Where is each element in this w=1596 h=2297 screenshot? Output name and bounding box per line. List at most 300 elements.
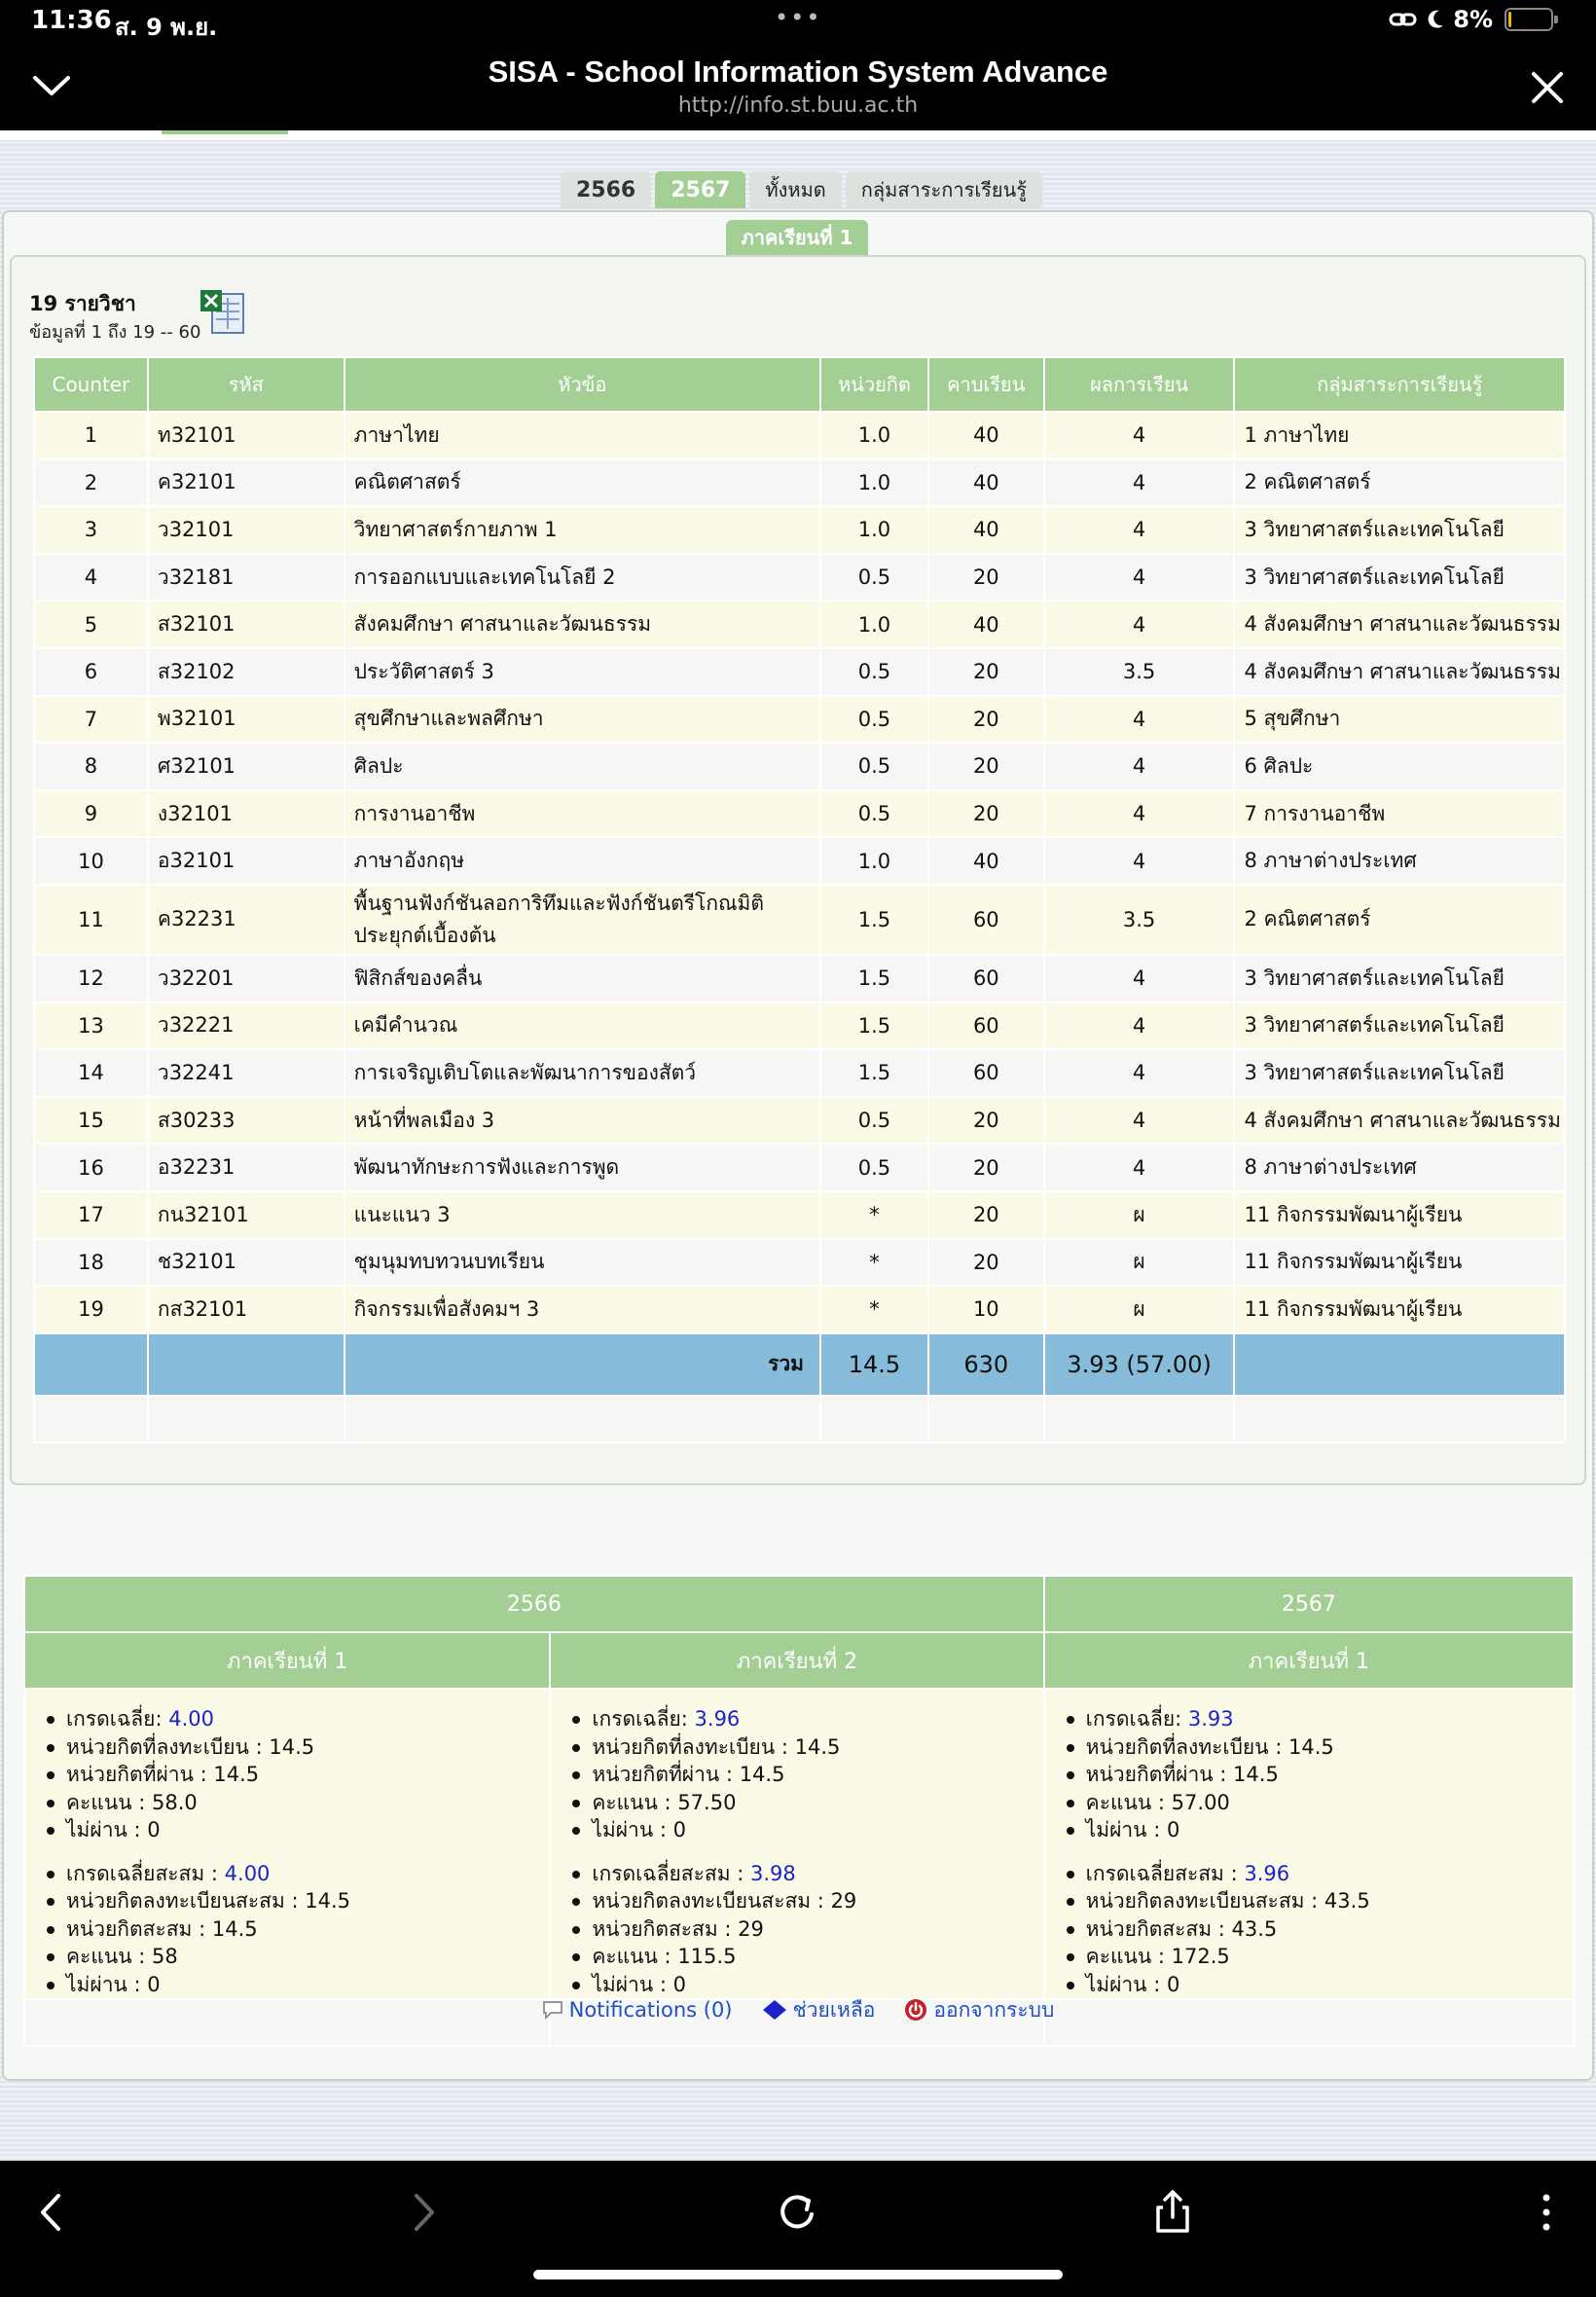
stat-value: 14.5 xyxy=(739,1763,785,1786)
cell-counter: 6 xyxy=(34,648,148,696)
list-item xyxy=(45,1705,549,1733)
power-icon xyxy=(904,1998,927,2022)
grade-summary-table xyxy=(23,1575,1575,2047)
stat-label: เกรดเฉลี่ยสะสม : xyxy=(592,1861,750,1885)
cell-credits: 1.0 xyxy=(820,506,928,554)
table-row xyxy=(34,1003,1565,1050)
cell-grade: 4 xyxy=(1044,1144,1235,1191)
cell-code: กน32101 xyxy=(148,1191,345,1239)
cell-subject: ภาษาอังกฤษ xyxy=(345,837,820,885)
table-row xyxy=(34,743,1565,790)
cell-grade: 4 xyxy=(1044,1003,1235,1050)
summary-year-2566: 2566 xyxy=(24,1576,1044,1632)
stat-value: 3.98 xyxy=(749,1861,796,1885)
summary-year-row xyxy=(24,1576,1574,1632)
page-title: SISA - School Information System Advance xyxy=(488,55,1108,89)
cell-code: ท32101 xyxy=(148,412,345,459)
cell-counter: 7 xyxy=(34,696,148,744)
table-row xyxy=(34,885,1565,955)
cell-subject: หน้าที่พลเมือง 3 xyxy=(345,1097,820,1145)
list-item xyxy=(570,1943,1042,1971)
cell-grade: 4 xyxy=(1044,790,1235,838)
cell-code: ว32241 xyxy=(148,1049,345,1097)
stat-value: 0 xyxy=(1166,1972,1180,1996)
cell-subject-group: 3 วิทยาศาสตร์และเทคโนโลยี xyxy=(1234,506,1565,554)
cell-subject-group: 11 กิจกรรมพัฒนาผู้เรียน xyxy=(1234,1239,1565,1287)
stat-value: 14.5 xyxy=(213,1763,260,1786)
stat-label: หน่วยกิตลงทะเบียนสะสม : xyxy=(592,1889,831,1913)
cell-counter: 2 xyxy=(34,459,148,507)
tab-all[interactable]: ทั้งหมด xyxy=(749,171,841,208)
status-right xyxy=(1389,6,1553,33)
cell-code: ส32102 xyxy=(148,648,345,696)
cell-periods: 40 xyxy=(928,506,1044,554)
stat-label: หน่วยกิตที่ลงทะเบียน : xyxy=(66,1734,270,1759)
list-item xyxy=(570,1761,1042,1789)
cell-subject: การออกแบบและเทคโนโลยี 2 xyxy=(345,554,820,602)
table-row xyxy=(34,412,1565,459)
cell-counter: 18 xyxy=(34,1239,148,1287)
table-row xyxy=(34,1144,1565,1191)
stat-label: ไม่ผ่าน : xyxy=(1085,1818,1167,1841)
stat-label: หน่วยกิตที่ลงทะเบียน : xyxy=(1085,1734,1289,1759)
list-item xyxy=(570,1705,1042,1733)
cell-periods: 20 xyxy=(928,696,1044,744)
list-item xyxy=(570,1816,1042,1844)
stat-value: 4.00 xyxy=(224,1861,271,1885)
table-row xyxy=(34,1097,1565,1145)
top-stripe xyxy=(0,130,1596,140)
cell-periods: 20 xyxy=(928,1144,1044,1191)
stat-value: 0 xyxy=(147,1972,161,1996)
cell-periods: 40 xyxy=(928,601,1044,648)
cell-subject: ชุมนุมทบทวนบทเรียน xyxy=(345,1239,820,1287)
stat-label: เกรดเฉลี่ยสะสม : xyxy=(66,1861,225,1885)
total-periods: 630 xyxy=(928,1333,1044,1396)
stat-value: 3.96 xyxy=(1244,1861,1290,1885)
cell-subject-group: 3 วิทยาศาสตร์และเทคโนโลยี xyxy=(1234,554,1565,602)
header-subject[interactable]: หัวข้อ xyxy=(345,357,820,412)
stat-value: 0 xyxy=(672,1972,686,1996)
tab-semester-1[interactable]: ภาคเรียนที่ 1 xyxy=(726,220,868,255)
cell-periods: 20 xyxy=(928,1097,1044,1145)
stat-label: ไม่ผ่าน : xyxy=(592,1972,673,1996)
list-item xyxy=(570,1860,1042,1888)
table-row xyxy=(34,1049,1565,1097)
cell-code: ช32101 xyxy=(148,1239,345,1287)
cell-grade: 3.5 xyxy=(1044,885,1235,955)
cell-subject: พื้นฐานฟังก์ชันลอการิทึมและฟังก์ชันตรีโกณมิติประยุกต์เบื้องต้น xyxy=(345,885,820,955)
semester-summary-cell xyxy=(24,1689,550,1999)
page-url[interactable]: http://info.st.buu.ac.th xyxy=(677,93,919,118)
cell-subject-group: 11 กิจกรรมพัฒนาผู้เรียน xyxy=(1234,1286,1565,1333)
stat-label: เกรดเฉลี่ย: xyxy=(66,1707,169,1731)
list-item xyxy=(570,1733,1042,1762)
cell-counter: 3 xyxy=(34,506,148,554)
cell-subject: พัฒนาทักษะการฟังและการพูด xyxy=(345,1144,820,1191)
cell-periods: 20 xyxy=(928,1239,1044,1287)
cell-grade: ผ xyxy=(1044,1239,1235,1287)
cell-periods: 20 xyxy=(928,1191,1044,1239)
term-stats-list xyxy=(45,1705,549,1844)
cell-code: ว32221 xyxy=(148,1003,345,1050)
table-row xyxy=(34,601,1565,648)
cell-code: อ32231 xyxy=(148,1144,345,1191)
cell-counter: 10 xyxy=(34,837,148,885)
cell-counter: 11 xyxy=(34,885,148,955)
cumulative-stats-list xyxy=(45,1860,549,1999)
semester-summary-cell xyxy=(1044,1689,1574,1999)
table-row xyxy=(34,837,1565,885)
cell-code: ว32101 xyxy=(148,506,345,554)
header-subject-group[interactable]: กลุ่มสาระการเรียนรู้ xyxy=(1234,357,1565,412)
cell-periods: 40 xyxy=(928,412,1044,459)
stat-label: หน่วยกิตที่ลงทะเบียน : xyxy=(592,1734,795,1759)
cell-subject: การเจริญเติบโตและพัฒนาการของสัตว์ xyxy=(345,1049,820,1097)
table-header-row xyxy=(34,357,1565,412)
blank-row xyxy=(34,1396,1565,1442)
cell-subject-group: 4 สังคมศึกษา ศาสนาและวัฒนธรรม xyxy=(1234,1097,1565,1145)
stat-label: ไม่ผ่าน : xyxy=(1085,1972,1167,1996)
footer-links xyxy=(0,1989,1596,2030)
summary-semester-label: ภาคเรียนที่ 1 xyxy=(1044,1632,1574,1689)
cell-counter: 16 xyxy=(34,1144,148,1191)
stat-value: 172.5 xyxy=(1171,1945,1230,1968)
cell-code: กส32101 xyxy=(148,1286,345,1333)
stat-label: หน่วยกิตลงทะเบียนสะสม : xyxy=(1085,1889,1324,1913)
stat-label: ไม่ผ่าน : xyxy=(66,1818,148,1841)
cell-periods: 60 xyxy=(928,885,1044,955)
stat-label: หน่วยกิตสะสม : xyxy=(1085,1916,1232,1941)
stat-value: 57.50 xyxy=(677,1790,737,1814)
stat-value: 3.93 xyxy=(1187,1707,1234,1731)
cell-subject: ภาษาไทย xyxy=(345,412,820,459)
cell-subject: สุขศึกษาและพลศึกษา xyxy=(345,696,820,744)
cell-code: ค32101 xyxy=(148,459,345,507)
reload-icon[interactable] xyxy=(771,2186,823,2239)
stat-label: คะแนน : xyxy=(592,1790,678,1814)
cell-credits: 0.5 xyxy=(820,554,928,602)
battery-icon xyxy=(1505,8,1553,31)
cell-subject: การงานอาชีพ xyxy=(345,790,820,838)
cell-grade: 4 xyxy=(1044,412,1235,459)
stat-label: หน่วยกิตที่ผ่าน : xyxy=(1085,1763,1234,1786)
cell-grade: 4 xyxy=(1044,506,1235,554)
cell-grade: 4 xyxy=(1044,601,1235,648)
table-row xyxy=(34,1191,1565,1239)
cumulative-stats-list xyxy=(570,1860,1042,1999)
stat-label: คะแนน : xyxy=(592,1945,678,1968)
cell-counter: 12 xyxy=(34,955,148,1003)
cell-periods: 40 xyxy=(928,837,1044,885)
cell-subject-group: 1 ภาษาไทย xyxy=(1234,412,1565,459)
stat-value: 0 xyxy=(672,1818,686,1841)
cell-subject: วิทยาศาสตร์กายภาพ 1 xyxy=(345,506,820,554)
cell-code: ว32201 xyxy=(148,955,345,1003)
cell-periods: 60 xyxy=(928,1003,1044,1050)
cell-subject-group: 3 วิทยาศาสตร์และเทคโนโลยี xyxy=(1234,955,1565,1003)
cell-periods: 40 xyxy=(928,459,1044,507)
stat-label: หน่วยกิตลงทะเบียนสะสม : xyxy=(66,1889,306,1913)
stat-value: 14.5 xyxy=(1233,1763,1279,1786)
summary-semester-row xyxy=(24,1632,1574,1689)
stat-value: 14.5 xyxy=(1288,1734,1334,1759)
cell-credits: 1.5 xyxy=(820,885,928,955)
table-row xyxy=(34,648,1565,696)
list-item xyxy=(45,1943,549,1971)
cell-counter: 13 xyxy=(34,1003,148,1050)
cell-subject-group: 2 คณิตศาสตร์ xyxy=(1234,885,1565,955)
cell-credits: * xyxy=(820,1191,928,1239)
list-item xyxy=(45,1816,549,1844)
stat-label: คะแนน : xyxy=(66,1790,152,1814)
cell-credits: 1.0 xyxy=(820,601,928,648)
header-periods[interactable]: คาบเรียน xyxy=(928,357,1044,412)
list-item xyxy=(1065,1816,1573,1844)
list-item xyxy=(1065,1789,1573,1817)
summary-details-row xyxy=(24,1689,1574,1999)
cell-credits: 0.5 xyxy=(820,790,928,838)
notifications-link[interactable]: Notifications (0) xyxy=(542,1998,733,2022)
stat-value: 14.5 xyxy=(269,1734,315,1759)
excel-icon[interactable] xyxy=(199,288,247,337)
cell-code: ค32231 xyxy=(148,885,345,955)
cell-code: ง32101 xyxy=(148,790,345,838)
stat-value: 14.5 xyxy=(794,1734,841,1759)
cell-subject-group: 2 คณิตศาสตร์ xyxy=(1234,459,1565,507)
cell-subject-group: 6 ศิลปะ xyxy=(1234,743,1565,790)
logout-link[interactable]: ออกจากระบบ xyxy=(904,1994,1054,2026)
list-item xyxy=(45,1789,549,1817)
cell-counter: 5 xyxy=(34,601,148,648)
stat-value: 58.0 xyxy=(152,1790,198,1814)
stat-value: 29 xyxy=(830,1889,857,1913)
cell-counter: 9 xyxy=(34,790,148,838)
summary-semester-label: ภาคเรียนที่ 1 xyxy=(24,1632,550,1689)
total-row xyxy=(34,1333,1565,1396)
cell-counter: 8 xyxy=(34,743,148,790)
total-credits: 14.5 xyxy=(820,1333,928,1396)
cell-grade: 4 xyxy=(1044,554,1235,602)
tab-subject-groups[interactable]: กลุ่มสาระการเรียนรู้ xyxy=(846,171,1042,208)
cell-counter: 1 xyxy=(34,412,148,459)
cell-credits: * xyxy=(820,1286,928,1333)
stat-value: 57.00 xyxy=(1171,1790,1230,1814)
table-row xyxy=(34,1239,1565,1287)
stat-label: หน่วยกิตที่ผ่าน : xyxy=(592,1763,740,1786)
list-item xyxy=(45,1733,549,1762)
stat-label: เกรดเฉลี่ยสะสม : xyxy=(1085,1861,1245,1885)
table-row xyxy=(34,459,1565,507)
header-credits[interactable]: หน่วยกิต xyxy=(820,357,928,412)
cell-grade: 3.5 xyxy=(1044,648,1235,696)
header-code[interactable]: รหัส xyxy=(148,357,345,412)
cell-credits: 1.5 xyxy=(820,955,928,1003)
cell-grade: 4 xyxy=(1044,459,1235,507)
header-counter[interactable]: Counter xyxy=(34,357,148,412)
list-item xyxy=(45,1887,549,1915)
cell-subject: แนะแนว 3 xyxy=(345,1191,820,1239)
stat-label: ไม่ผ่าน : xyxy=(66,1972,148,1996)
cell-periods: 20 xyxy=(928,648,1044,696)
stat-label: เกรดเฉลี่ย: xyxy=(1085,1707,1188,1731)
battery-percent: 8% xyxy=(1453,6,1493,33)
back-arrow-icon[interactable] xyxy=(25,2186,78,2239)
header-grade[interactable]: ผลการเรียน xyxy=(1044,357,1235,412)
stat-label: คะแนน : xyxy=(1085,1790,1172,1814)
stat-value: 58 xyxy=(152,1945,178,1968)
stat-value: 4.00 xyxy=(168,1707,214,1731)
cell-code: อ32101 xyxy=(148,837,345,885)
tab-2566[interactable]: 2566 xyxy=(561,171,651,208)
status-time: 11:36 xyxy=(31,6,112,35)
cell-credits: 1.0 xyxy=(820,412,928,459)
browser-header xyxy=(0,45,1596,130)
stat-label: คะแนน : xyxy=(66,1945,152,1968)
list-item xyxy=(45,1915,549,1944)
cell-subject-group: 8 ภาษาต่างประเทศ xyxy=(1234,1144,1565,1191)
cell-credits: 1.0 xyxy=(820,837,928,885)
cell-grade: 4 xyxy=(1044,837,1235,885)
cell-subject: สังคมศึกษา ศาสนาและวัฒนธรรม xyxy=(345,601,820,648)
home-indicator[interactable] xyxy=(533,2270,1063,2279)
list-item xyxy=(570,1789,1042,1817)
cell-subject: ประวัติศาสตร์ 3 xyxy=(345,648,820,696)
summary-year-2567: 2567 xyxy=(1044,1576,1574,1632)
cell-grade: 4 xyxy=(1044,1097,1235,1145)
cell-grade: 4 xyxy=(1044,743,1235,790)
stat-value: 14.5 xyxy=(305,1889,351,1913)
table-row xyxy=(34,1286,1565,1333)
moon-icon xyxy=(1426,9,1445,30)
table-row xyxy=(34,790,1565,838)
summary-semester-label: ภาคเรียนที่ 2 xyxy=(550,1632,1043,1689)
cell-subject: คณิตศาสตร์ xyxy=(345,459,820,507)
stat-value: 0 xyxy=(147,1818,161,1841)
stat-label: เกรดเฉลี่ย: xyxy=(592,1707,695,1731)
stat-value: 43.5 xyxy=(1324,1889,1370,1913)
cell-credits: 0.5 xyxy=(820,648,928,696)
total-label: รวม xyxy=(345,1333,820,1396)
stat-label: หน่วยกิตสะสม : xyxy=(592,1916,739,1941)
status-date: ส. 9 พ.ย. xyxy=(115,14,218,41)
share-icon[interactable] xyxy=(1146,2186,1199,2239)
table-row xyxy=(34,955,1565,1003)
more-vertical-icon[interactable] xyxy=(1520,2186,1573,2239)
help-link[interactable]: ช่วยเหลือ xyxy=(762,1994,876,2026)
cell-credits: * xyxy=(820,1239,928,1287)
cell-counter: 14 xyxy=(34,1049,148,1097)
list-item xyxy=(1065,1705,1573,1733)
link-icon xyxy=(1389,9,1418,30)
cell-code: พ32101 xyxy=(148,696,345,744)
cell-periods: 20 xyxy=(928,743,1044,790)
year-tabs xyxy=(561,171,1042,208)
list-item xyxy=(570,1915,1042,1944)
cell-counter: 17 xyxy=(34,1191,148,1239)
cell-subject-group: 3 วิทยาศาสตร์และเทคโนโลยี xyxy=(1234,1003,1565,1050)
cell-credits: 0.5 xyxy=(820,1144,928,1191)
cell-credits: 1.0 xyxy=(820,459,928,507)
cell-grade: 4 xyxy=(1044,955,1235,1003)
cell-code: ศ32101 xyxy=(148,743,345,790)
semester-summary-cell xyxy=(550,1689,1043,1999)
cell-subject-group: 11 กิจกรรมพัฒนาผู้เรียน xyxy=(1234,1191,1565,1239)
cell-periods: 20 xyxy=(928,554,1044,602)
stat-value: 3.96 xyxy=(694,1707,741,1731)
stat-value: 14.5 xyxy=(211,1916,258,1941)
stat-label: คะแนน : xyxy=(1085,1945,1172,1968)
cell-periods: 20 xyxy=(928,790,1044,838)
cell-credits: 0.5 xyxy=(820,1097,928,1145)
list-item xyxy=(1065,1733,1573,1762)
stat-value: 29 xyxy=(738,1916,764,1941)
cell-subject: ฟิสิกส์ของคลื่น xyxy=(345,955,820,1003)
table-row xyxy=(34,696,1565,744)
list-item xyxy=(1065,1761,1573,1789)
list-item xyxy=(1065,1915,1573,1944)
cell-subject-group: 8 ภาษาต่างประเทศ xyxy=(1234,837,1565,885)
cell-subject-group: 4 สังคมศึกษา ศาสนาและวัฒนธรรม xyxy=(1234,648,1565,696)
stat-label: หน่วยกิตที่ผ่าน : xyxy=(66,1763,214,1786)
term-stats-list xyxy=(570,1705,1042,1844)
cell-credits: 0.5 xyxy=(820,743,928,790)
cell-grade: ผ xyxy=(1044,1191,1235,1239)
cell-subject-group: 7 การงานอาชีพ xyxy=(1234,790,1565,838)
list-item xyxy=(570,1887,1042,1915)
tab-2567[interactable]: 2567 xyxy=(655,171,745,208)
cumulative-stats-list xyxy=(1065,1860,1573,1999)
cell-subject-group: 3 วิทยาศาสตร์และเทคโนโลยี xyxy=(1234,1049,1565,1097)
list-item xyxy=(45,1761,549,1789)
stat-label: หน่วยกิตสะสม : xyxy=(66,1916,212,1941)
cell-subject-group: 4 สังคมศึกษา ศาสนาและวัฒนธรรม xyxy=(1234,601,1565,648)
table-row xyxy=(34,506,1565,554)
term-stats-list xyxy=(1065,1705,1573,1844)
stat-value: 43.5 xyxy=(1231,1916,1278,1941)
list-item xyxy=(1065,1860,1573,1888)
cell-periods: 60 xyxy=(928,955,1044,1003)
cell-periods: 60 xyxy=(928,1049,1044,1097)
stat-value: 115.5 xyxy=(677,1945,737,1968)
cell-subject: กิจกรรมเพื่อสังคมฯ 3 xyxy=(345,1286,820,1333)
cell-counter: 4 xyxy=(34,554,148,602)
stat-value: 0 xyxy=(1166,1818,1180,1841)
cell-credits: 1.5 xyxy=(820,1049,928,1097)
cell-counter: 19 xyxy=(34,1286,148,1333)
cell-grade: 4 xyxy=(1044,696,1235,744)
status-bar xyxy=(0,0,1596,45)
cell-subject: เคมีคำนวณ xyxy=(345,1003,820,1050)
cell-subject-group: 5 สุขศึกษา xyxy=(1234,696,1565,744)
forward-arrow-icon[interactable] xyxy=(397,2186,450,2239)
cell-counter: 15 xyxy=(34,1097,148,1145)
help-diamond-icon xyxy=(762,1999,787,2021)
multitask-dots[interactable]: ••• xyxy=(775,4,822,31)
course-table xyxy=(33,356,1566,1443)
list-item xyxy=(1065,1887,1573,1915)
speech-bubble-icon xyxy=(542,2000,563,2020)
course-count: 19 รายวิชา xyxy=(29,292,136,315)
total-grade: 3.93 (57.00) xyxy=(1044,1333,1235,1396)
cell-code: ว32181 xyxy=(148,554,345,602)
list-item xyxy=(1065,1943,1573,1971)
close-icon[interactable] xyxy=(1528,68,1567,107)
cell-periods: 10 xyxy=(928,1286,1044,1333)
cell-code: ส30233 xyxy=(148,1097,345,1145)
cell-grade: ผ xyxy=(1044,1286,1235,1333)
stat-label: ไม่ผ่าน : xyxy=(592,1818,673,1841)
